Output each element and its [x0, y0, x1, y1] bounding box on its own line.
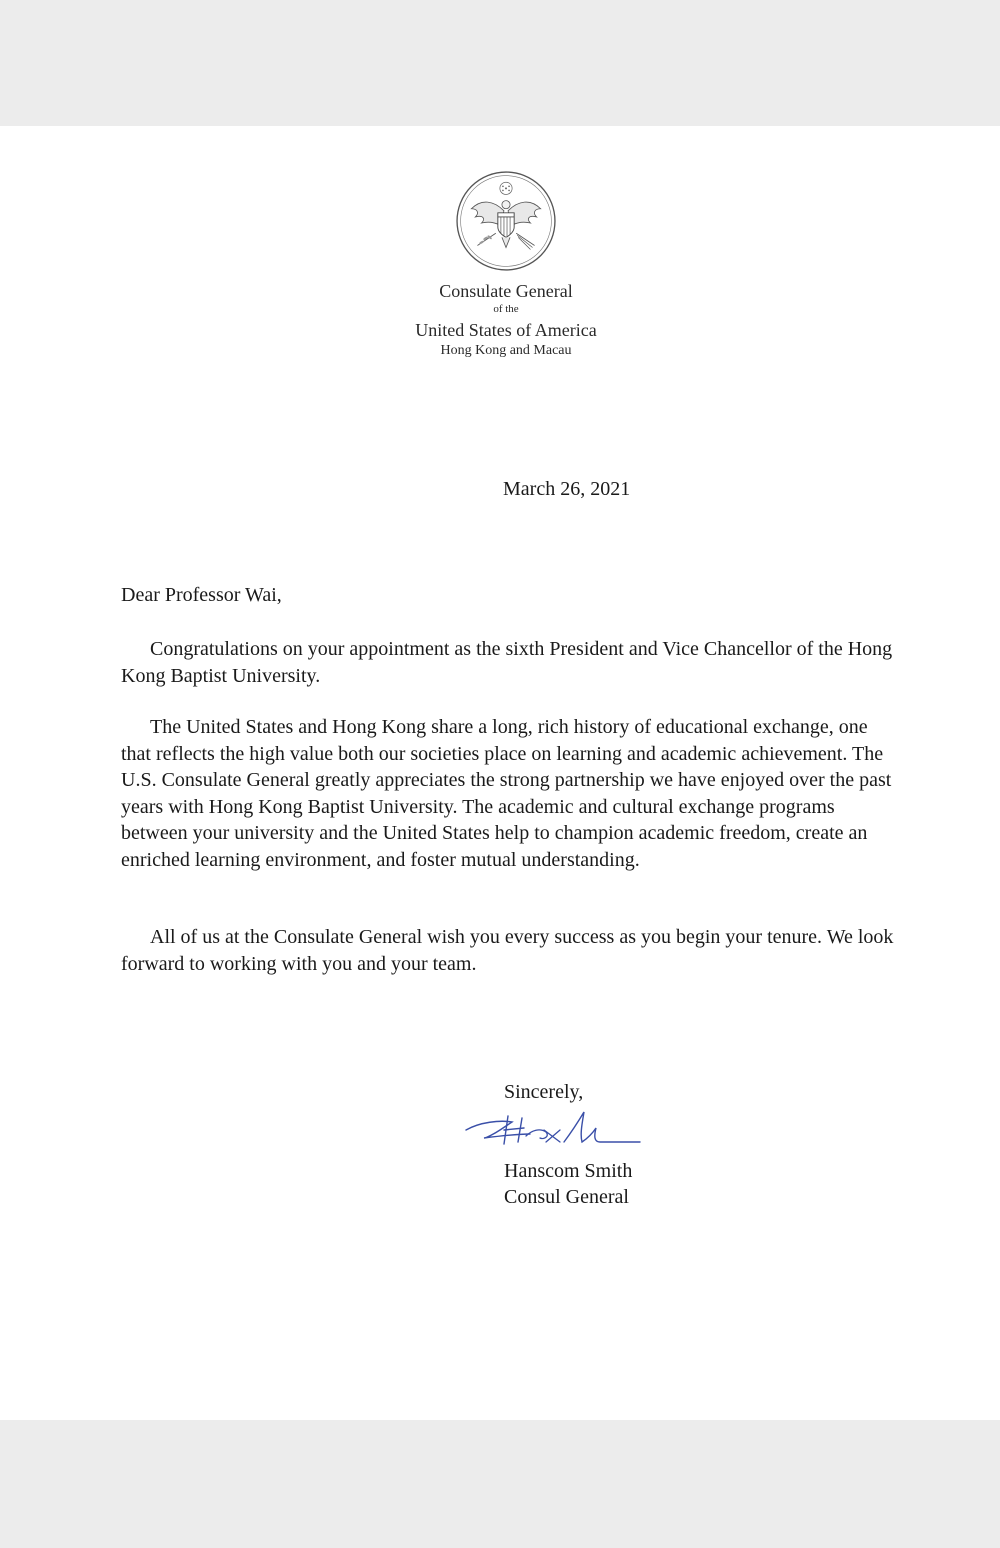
letterhead-of-the: of the: [493, 303, 519, 315]
salutation: Dear Professor Wai,: [121, 584, 282, 606]
great-seal-eagle-icon: [455, 170, 557, 272]
signer-title: Consul General: [504, 1186, 629, 1208]
closing: Sincerely,: [504, 1081, 584, 1103]
letter-date: March 26, 2021: [503, 478, 631, 500]
letterhead-consulate-general: Consulate General: [439, 281, 573, 301]
body-paragraph-1: Congratulations on your appointment as the sixth President and Vice Chancellor of the Hong Kong Baptist University.: [121, 638, 893, 687]
signer-name: Hanscom Smith: [504, 1160, 633, 1182]
body-paragraph-2: The United States and Hong Kong share a long, rich history of educational exchange, one that reflects the high value both our societies place on learning and academic achievement. The U.S. Consulate General greatly appreciates the strong partnership we have enjoyed over the past years with Hong Kong Baptist University. The academic and cultural exchange programs between your university and the United States help to champion academic freedom, create an enriched learning environment, and foster mutual understanding.: [121, 716, 892, 871]
letterhead-country: United States of America: [415, 320, 597, 340]
letterhead-location: Hong Kong and Macau: [440, 343, 572, 358]
letter-page: [0, 126, 1000, 1420]
handwritten-signature-icon: [460, 1108, 650, 1152]
body-paragraph-3: All of us at the Consulate General wish you every success as you begin your tenure. We look forward to working with you and your team.: [121, 926, 894, 975]
